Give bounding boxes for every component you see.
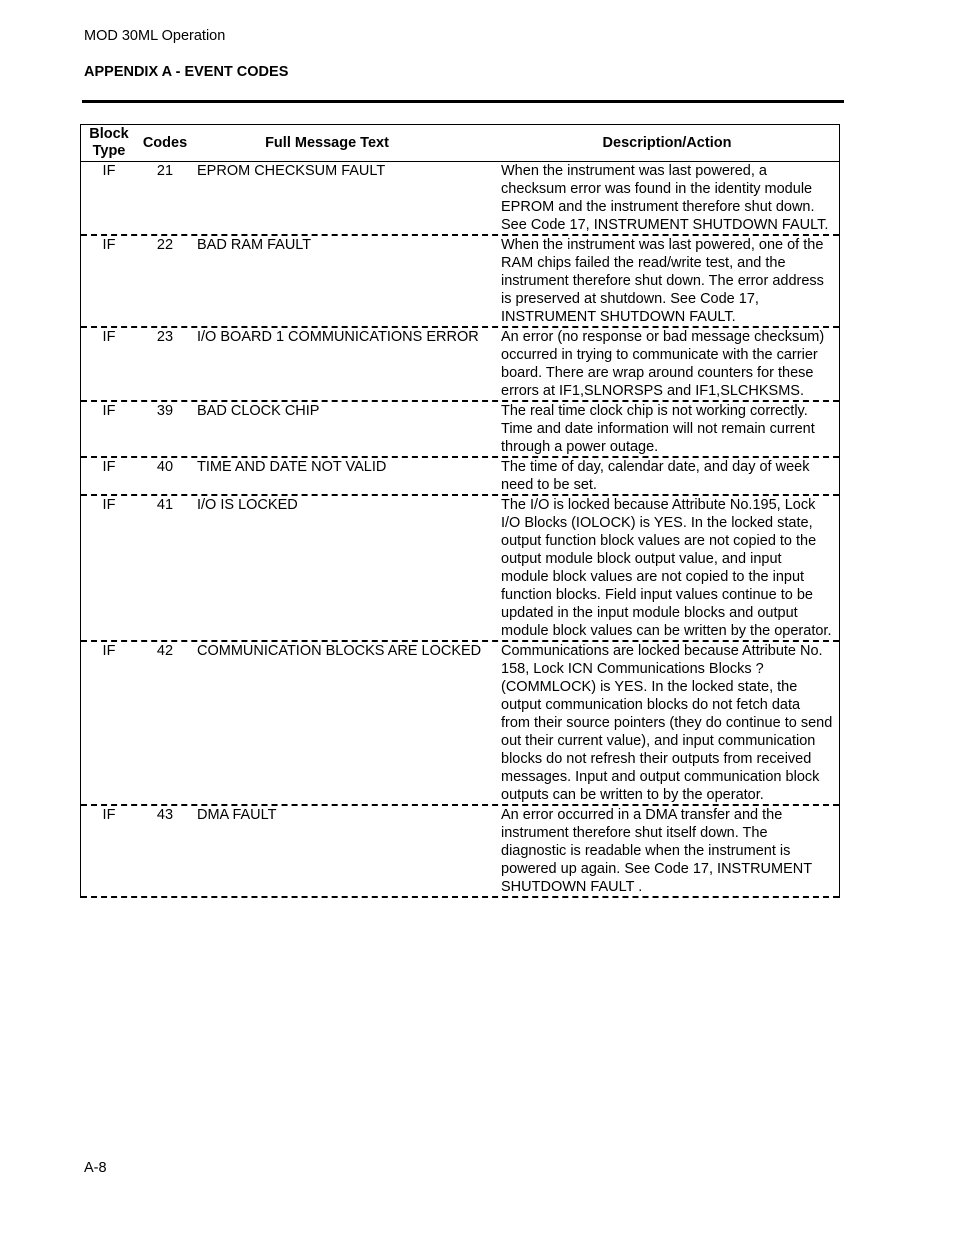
block-type-cell: IF (102, 807, 116, 823)
description-cell: An error (no response or bad message checksum) occurred in trying to communicate with the carrier board. There are wrap around counters for these errors at IF1,SLNORSPS and IF1,SLCHKSMS. (501, 329, 825, 399)
block-type-cell: IF (102, 163, 116, 179)
description-cell: When the instrument was last powered, one of the RAM chips failed the read/write test, and the instrument therefore shut down. The error address is preserved at shutdown. See Code 17, INSTRUMENT SHUTDOWN FAULT. (501, 237, 824, 325)
description-cell: The I/O is locked because Attribute No.195, Lock I/O Blocks (IOLOCK) is YES. In the locked state, output function block values are not copied to the output module block output value, and input module block values are not copied to the input function blocks. Field input values continue to be updated in the input module blocks and output module block values can be written by the operator. (501, 497, 832, 639)
block-type-cell: IF (102, 643, 116, 659)
message-cell: DMA FAULT (197, 807, 277, 823)
header-message: Full Message Text (265, 135, 389, 151)
message-cell: BAD RAM FAULT (197, 237, 312, 253)
message-cell: BAD CLOCK CHIP (197, 403, 320, 419)
table-row (81, 162, 839, 236)
code-cell: 39 (156, 403, 174, 419)
block-type-cell: IF (102, 237, 116, 253)
page-number: A-8 (84, 1160, 107, 1176)
message-cell: I/O IS LOCKED (197, 497, 298, 513)
message-cell: I/O BOARD 1 COMMUNICATIONS ERROR (197, 329, 479, 345)
code-cell: 23 (156, 329, 174, 345)
block-type-cell: IF (102, 403, 116, 419)
code-cell: 40 (156, 459, 174, 475)
message-cell: COMMUNICATION BLOCKS ARE LOCKED (197, 643, 482, 659)
header-rule (82, 100, 844, 103)
code-cell: 42 (156, 643, 174, 659)
block-type-cell: IF (102, 497, 116, 513)
header-block-type-line2: Type (92, 143, 126, 159)
table-row (81, 402, 839, 458)
appendix-title: APPENDIX A - EVENT CODES (84, 64, 289, 80)
table-row (81, 236, 839, 328)
code-cell: 41 (156, 497, 174, 513)
table-header-row (81, 125, 839, 162)
header-codes: Codes (142, 135, 188, 151)
table-row (81, 806, 839, 898)
header-description: Description/Action (602, 135, 732, 151)
table-row (81, 328, 839, 402)
event-codes-table (80, 124, 840, 898)
block-type-cell: IF (102, 329, 116, 345)
table-row (81, 458, 839, 496)
table-row (81, 642, 839, 806)
description-cell: An error occurred in a DMA transfer and the instrument therefore shut itself down. The diagnostic is readable when the instrument is powered up again. See Code 17, INSTRUMENT SHUTDOWN FAULT . (501, 807, 812, 895)
header-block-type (81, 125, 137, 161)
code-cell: 21 (156, 163, 174, 179)
description-cell: The time of day, calendar date, and day of week need to be set. (501, 459, 810, 493)
block-type-cell: IF (102, 459, 116, 475)
table-row (81, 496, 839, 642)
code-cell: 22 (156, 237, 174, 253)
description-cell: Communications are locked because Attribute No. 158, Lock ICN Communications Blocks ?(COMMLOCK) is YES. In the locked state, the output communication blocks do not fetch data from their source pointers (they do continue to send out their current value), and input communication blocks do not refresh their outputs from received messages. Input and output communication block outputs can be written to by the operator. (501, 643, 833, 803)
description-cell: When the instrument was last powered, a checksum error was found in the identity module EPROM and the instrument therefore shut down. See Code 17, INSTRUMENT SHUTDOWN FAULT. (501, 163, 829, 233)
code-cell: 43 (156, 807, 174, 823)
message-cell: TIME AND DATE NOT VALID (197, 459, 387, 475)
header-block-type-line1: Block (89, 126, 129, 142)
message-cell: EPROM CHECKSUM FAULT (197, 163, 386, 179)
document-title: MOD 30ML Operation (84, 28, 226, 44)
description-cell: The real time clock chip is not working correctly. Time and date information will not remain current through a power outage. (501, 403, 815, 455)
